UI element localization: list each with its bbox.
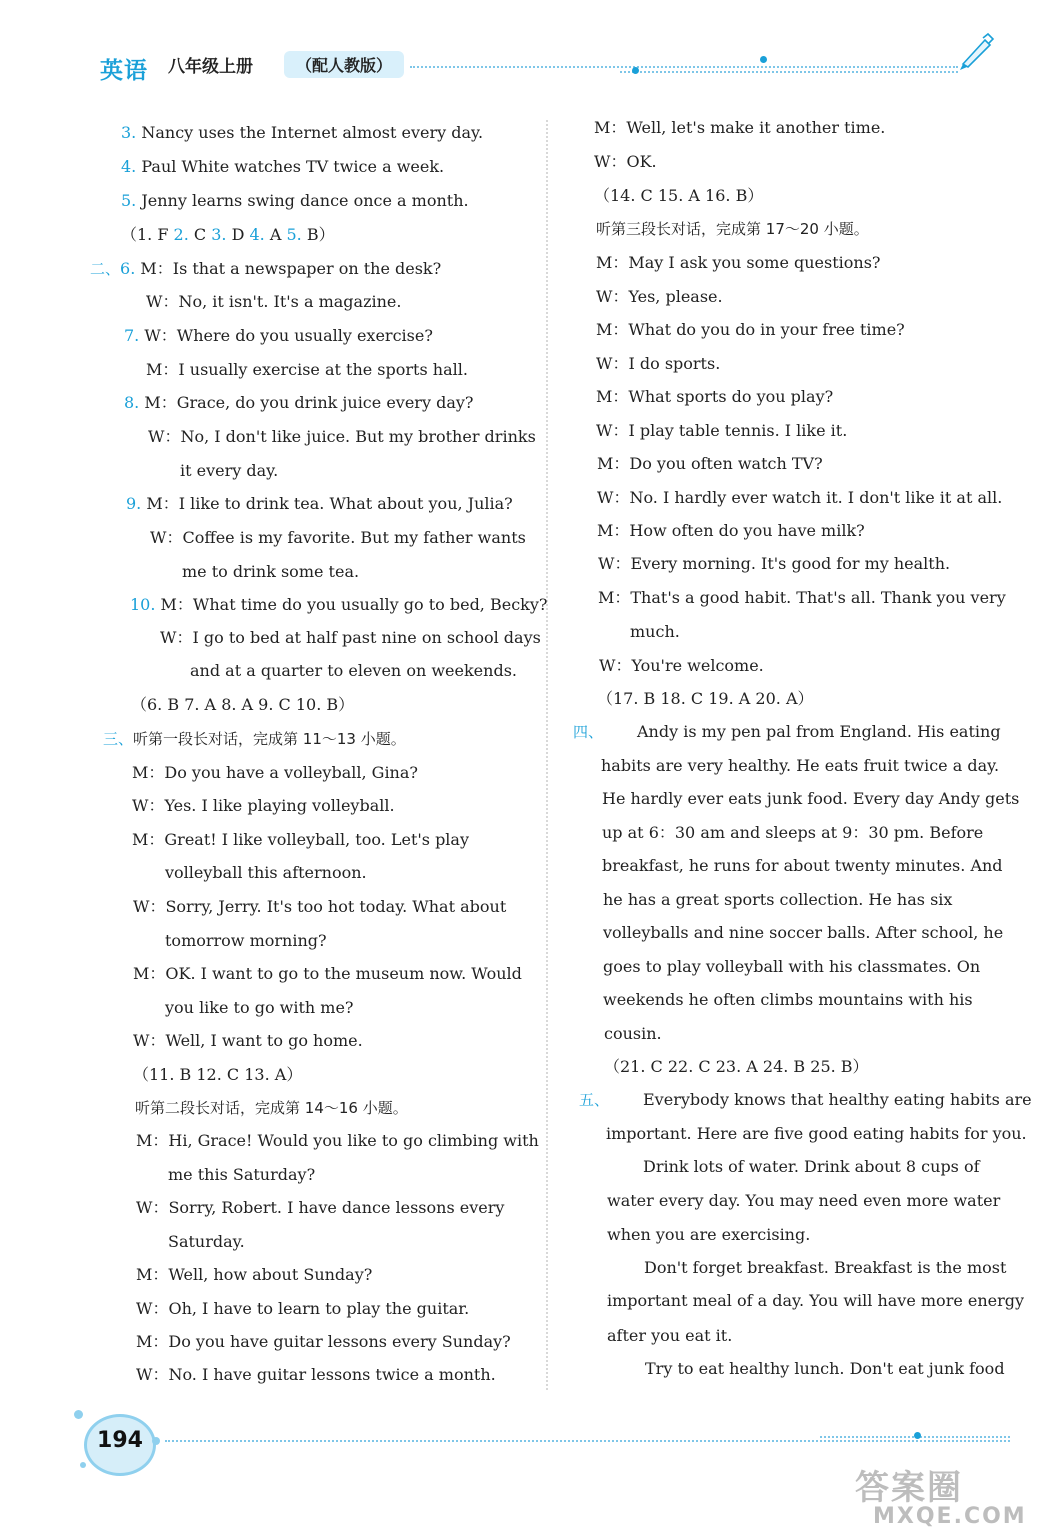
paragraph-line: when you are exercising. bbox=[607, 1225, 811, 1244]
paragraph-line: after you eat it. bbox=[607, 1326, 733, 1345]
paragraph-line: Drink lots of water. Drink about 8 cups of bbox=[643, 1157, 980, 1176]
dialog-line: W：I play table tennis. I like it. bbox=[596, 421, 848, 440]
dialog-line: W：I go to bed at half past nine on school days bbox=[160, 628, 541, 647]
list-item: 7. W：Where do you usually exercise? bbox=[124, 326, 433, 345]
paragraph-line: volleyballs and nine soccer balls. After school, he bbox=[603, 923, 1004, 942]
dialog-line: M：OK. I want to go to the museum now. Would bbox=[133, 964, 522, 983]
section-two-item: 二、6. M：Is that a newspaper on the desk? bbox=[90, 259, 442, 278]
list-item: 9. M：I like to drink tea. What about you, Julia? bbox=[126, 494, 513, 513]
dialog-line: W：Sorry, Robert. I have dance lessons every bbox=[136, 1198, 505, 1217]
watermark-logo bbox=[855, 1470, 1045, 1530]
paragraph-line: water every day. You may need even more water bbox=[607, 1191, 1001, 1210]
dialog-line: me to drink some tea. bbox=[182, 562, 360, 581]
dialog-line: W：No. I hardly ever watch it. I don't like it at all. bbox=[597, 488, 1003, 507]
dialog-line: M：May I ask you some questions? bbox=[596, 253, 881, 272]
bubble-dot bbox=[74, 1410, 83, 1419]
paragraph-line: goes to play volleyball with his classmates. On bbox=[603, 957, 981, 976]
dialog-line: M：That's a good habit. That's all. Thank you very bbox=[598, 588, 1006, 607]
bubble-dot bbox=[152, 1437, 160, 1445]
dialog-line: M：What sports do you play? bbox=[596, 387, 834, 406]
dialog-line: M：Do you often watch TV? bbox=[597, 454, 823, 473]
dialog-line: W：Well, I want to go home. bbox=[133, 1031, 363, 1050]
dialog-line: W：Sorry, Jerry. It's too hot today. What about bbox=[133, 897, 507, 916]
section-five-paragraph: 五、 Everybody knows that healthy eating habits are bbox=[579, 1090, 1032, 1109]
bubble-dot bbox=[80, 1462, 86, 1468]
dialog-line: volleyball this afternoon. bbox=[165, 863, 367, 882]
dialog-line: W：I do sports. bbox=[596, 354, 721, 373]
list-item: 4. Paul White watches TV twice a week. bbox=[121, 157, 445, 176]
paragraph-line: he has a great sports collection. He has six bbox=[603, 890, 953, 909]
dialog-line: M：Do you have a volleyball, Gina? bbox=[132, 763, 418, 782]
list-item: 10. M：What time do you usually go to bed, Becky? bbox=[130, 595, 548, 614]
answer-key: （6. B 7. A 8. A 9. C 10. B） bbox=[131, 695, 355, 714]
edition-label: （配人教版） bbox=[284, 51, 404, 78]
subject-title: 英语 bbox=[100, 58, 148, 84]
list-item: 3. Nancy uses the Internet almost every day. bbox=[121, 123, 484, 142]
answer-key: （1. F 2. C 3. D 4. A 5. B） bbox=[121, 225, 335, 244]
dialog-line: M：Well, how about Sunday? bbox=[136, 1265, 373, 1284]
dialog-line: M：Great! I like volleyball, too. Let's play bbox=[132, 830, 470, 849]
paragraph-line: weekends he often climbs mountains with his bbox=[603, 990, 973, 1009]
dialog-line: W：Yes. I like playing volleyball. bbox=[132, 796, 395, 815]
list-item: 5. Jenny learns swing dance once a month. bbox=[121, 191, 469, 210]
paragraph-line: breakfast, he runs for about twenty minutes. And bbox=[602, 856, 1003, 875]
dialog-line: W：No. I have guitar lessons twice a month. bbox=[136, 1365, 496, 1384]
dialog-line: you like to go with me? bbox=[165, 998, 354, 1017]
dialog-line: W：You're welcome. bbox=[599, 656, 764, 675]
dialog-line: W：No, it isn't. It's a magazine. bbox=[146, 292, 402, 311]
paragraph-line: habits are very healthy. He eats fruit twice a day. bbox=[601, 756, 1000, 775]
paragraph-line: Try to eat healthy lunch. Don't eat junk food bbox=[645, 1359, 1005, 1378]
dialog-line: M：Hi, Grace! Would you like to go climbing with bbox=[136, 1131, 539, 1150]
subsection-heading: 听第三段长对话，完成第 17～20 小题。 bbox=[596, 220, 869, 238]
answer-key: （21. C 22. C 23. A 24. B 25. B） bbox=[604, 1057, 869, 1076]
dialog-line: M：Do you have guitar lessons every Sunday? bbox=[136, 1332, 511, 1351]
dialog-line: and at a quarter to eleven on weekends. bbox=[190, 661, 517, 680]
header-dot bbox=[632, 67, 639, 74]
section-three-heading: 三、听第一段长对话，完成第 11～13 小题。 bbox=[103, 730, 406, 748]
header-divider bbox=[410, 66, 958, 68]
footer-divider bbox=[165, 1440, 1010, 1442]
paragraph-line: important meal of a day. You will have more energy bbox=[607, 1291, 1025, 1310]
watermark-url: MXQE.COM bbox=[873, 1504, 1027, 1529]
grade-label: 八年级上册 bbox=[168, 57, 253, 77]
paragraph-line: cousin. bbox=[604, 1024, 662, 1043]
dialog-line: Saturday. bbox=[168, 1232, 245, 1251]
footer-dot bbox=[914, 1432, 921, 1439]
answer-key: （14. C 15. A 16. B） bbox=[594, 186, 764, 205]
answer-key: （11. B 12. C 13. A） bbox=[133, 1065, 303, 1084]
dialog-line: M：How often do you have milk? bbox=[597, 521, 865, 540]
pen-icon bbox=[955, 32, 995, 72]
header-dot bbox=[760, 56, 767, 63]
page-number: 194 bbox=[97, 1428, 143, 1453]
section-four-paragraph: 四、 Andy is my pen pal from England. His eating bbox=[573, 722, 1001, 741]
dialog-line: me this Saturday? bbox=[168, 1165, 316, 1184]
column-divider bbox=[546, 120, 548, 1390]
dialog-line: much. bbox=[630, 622, 680, 641]
dialog-line: M：I usually exercise at the sports hall. bbox=[146, 360, 468, 379]
dialog-line: W：Yes, please. bbox=[596, 287, 723, 306]
dialog-line: W：No, I don't like juice. But my brother drinks bbox=[148, 427, 536, 446]
dialog-line: W：Every morning. It's good for my health. bbox=[598, 554, 951, 573]
dialog-line: W：Oh, I have to learn to play the guitar. bbox=[136, 1299, 470, 1318]
dialog-line: W：Coffee is my favorite. But my father wants bbox=[150, 528, 526, 547]
answer-key: （17. B 18. C 19. A 20. A） bbox=[597, 689, 814, 708]
dialog-line: W：OK. bbox=[594, 152, 657, 171]
list-item: 8. M：Grace, do you drink juice every day? bbox=[124, 393, 474, 412]
subsection-heading: 听第二段长对话，完成第 14～16 小题。 bbox=[135, 1099, 408, 1117]
header-divider-lower bbox=[620, 71, 958, 73]
dialog-line: it every day. bbox=[180, 461, 279, 480]
paragraph-line: He hardly ever eats junk food. Every day Andy gets bbox=[602, 789, 1020, 808]
paragraph-line: up at 6：30 am and sleeps at 9：30 pm. Before bbox=[602, 823, 984, 842]
watermark-text: 答案圈 bbox=[855, 1468, 963, 1508]
paragraph-line: Don't forget breakfast. Breakfast is the most bbox=[644, 1258, 1007, 1277]
paragraph-line: important. Here are five good eating habits for you. bbox=[606, 1124, 1027, 1143]
dialog-line: tomorrow morning? bbox=[165, 931, 327, 950]
dialog-line: M：What do you do in your free time? bbox=[596, 320, 905, 339]
dialog-line: M：Well, let's make it another time. bbox=[594, 118, 886, 137]
